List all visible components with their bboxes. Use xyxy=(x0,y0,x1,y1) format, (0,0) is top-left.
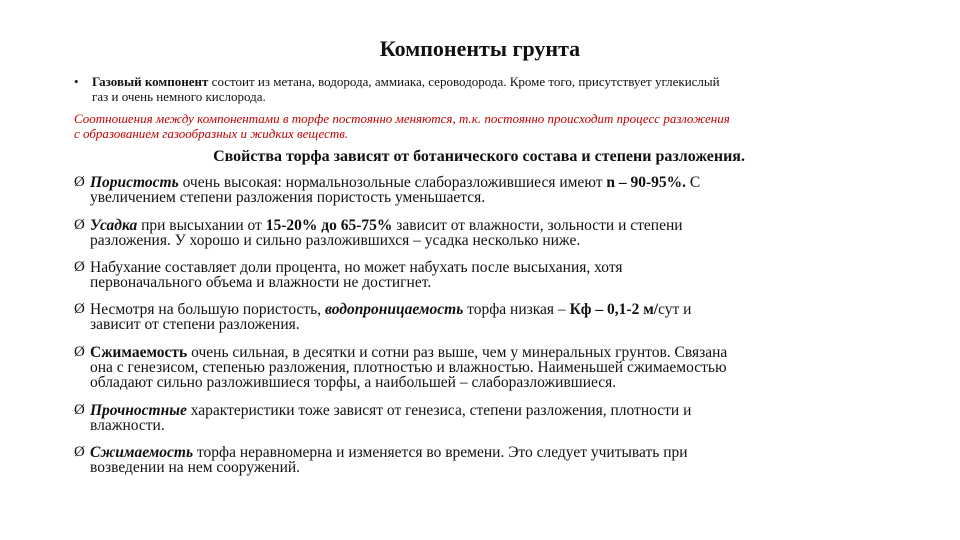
property-text: очень сильная, в десятки и сотни раз выше, чем у минеральных грунтов. Связана xyxy=(187,344,728,361)
property-text-cont: влажности. xyxy=(90,417,165,434)
arrow-bullet-icon: Ø xyxy=(74,301,85,317)
property-value: 15-20% до 65-75% xyxy=(265,217,393,234)
components-ratio-note xyxy=(74,111,904,141)
property-value: n – 90-95%. xyxy=(606,174,687,191)
property-text-cont: первоначального объема и влажности не достигнет. xyxy=(90,274,432,291)
property-text-cont: зависит от степени разложения. xyxy=(90,316,300,333)
property-term: Сжимаемость xyxy=(90,344,188,361)
arrow-bullet-icon: Ø xyxy=(74,217,85,233)
gas-component-text: состоит из метана, водорода, аммиака, сероводорода. Кроме того, присутствует углекислый xyxy=(208,74,720,89)
property-text: торфа неравномерна и изменяется во времени. Это следует учитывать при xyxy=(193,444,688,461)
property-swelling xyxy=(74,260,884,290)
property-term: Прочностные xyxy=(90,402,187,419)
ratio-note-line: с образованием газообразных и жидких веществ. xyxy=(74,126,349,141)
property-text-cont: увеличением степени разложения пористость уменьшается. xyxy=(90,189,486,206)
property-term: Сжимаемость xyxy=(90,444,194,461)
property-compressibility-time xyxy=(74,445,884,475)
peat-properties-heading: Свойства торфа зависят от ботанического состава и степени разложения. xyxy=(213,148,745,165)
arrow-bullet-icon: Ø xyxy=(74,402,85,418)
property-text: характеристики тоже зависят от генезиса, степени разложения, плотности и xyxy=(186,402,692,419)
property-text: Несмотря на большую пористость, xyxy=(90,301,325,318)
property-permeability xyxy=(74,302,884,332)
property-text-cont: обладают сильно разложившиеся торфы, а наибольшей – слаборазложившиеся. xyxy=(90,374,617,391)
arrow-bullet-icon: Ø xyxy=(74,174,85,190)
gas-component-bullet xyxy=(74,74,904,104)
property-value: Кф – 0,1-2 м/ xyxy=(569,301,659,318)
gas-component-label: Газовый компонент xyxy=(92,74,209,89)
arrow-bullet-icon: Ø xyxy=(74,344,85,360)
property-strength xyxy=(74,403,884,433)
ratio-note-line: Соотношения между компонентами в торфе постоянно меняются, т.к. постоянно происходит процесс разложения xyxy=(74,111,730,126)
property-text-cont: разложения. У хорошо и сильно разложившихся – усадка несколько ниже. xyxy=(90,232,581,249)
property-text: при высыхании от xyxy=(137,217,266,234)
property-text: зависит от влажности, зольности и степени xyxy=(392,217,683,234)
property-term: водопроницаемость xyxy=(324,301,464,318)
property-term: Усадка xyxy=(90,217,138,234)
property-text: сут и xyxy=(658,301,692,318)
property-text-cont: она с генезисом, степенью разложения, плотностью и влажностью. Наименьшей сжимаемостью xyxy=(90,359,727,376)
bullet-icon: • xyxy=(74,74,79,89)
property-porosity xyxy=(74,175,884,205)
slide-title: Компоненты грунта xyxy=(379,36,581,61)
property-text-cont: возведении на нем сооружений. xyxy=(90,459,301,476)
arrow-bullet-icon: Ø xyxy=(74,259,85,275)
arrow-bullet-icon: Ø xyxy=(74,444,85,460)
property-text: очень высокая: нормальнозольные слаборазложившиеся имеют xyxy=(178,174,607,191)
gas-component-text-cont: газ и очень немного кислорода. xyxy=(92,89,266,104)
property-text: С xyxy=(686,174,701,191)
property-text: торфа низкая – xyxy=(463,301,570,318)
property-shrinkage xyxy=(74,218,884,248)
property-compressibility xyxy=(74,345,884,390)
property-term: Пористость xyxy=(90,174,179,191)
property-text: Набухание составляет доли процента, но может набухать после высыхания, хотя xyxy=(90,259,623,276)
